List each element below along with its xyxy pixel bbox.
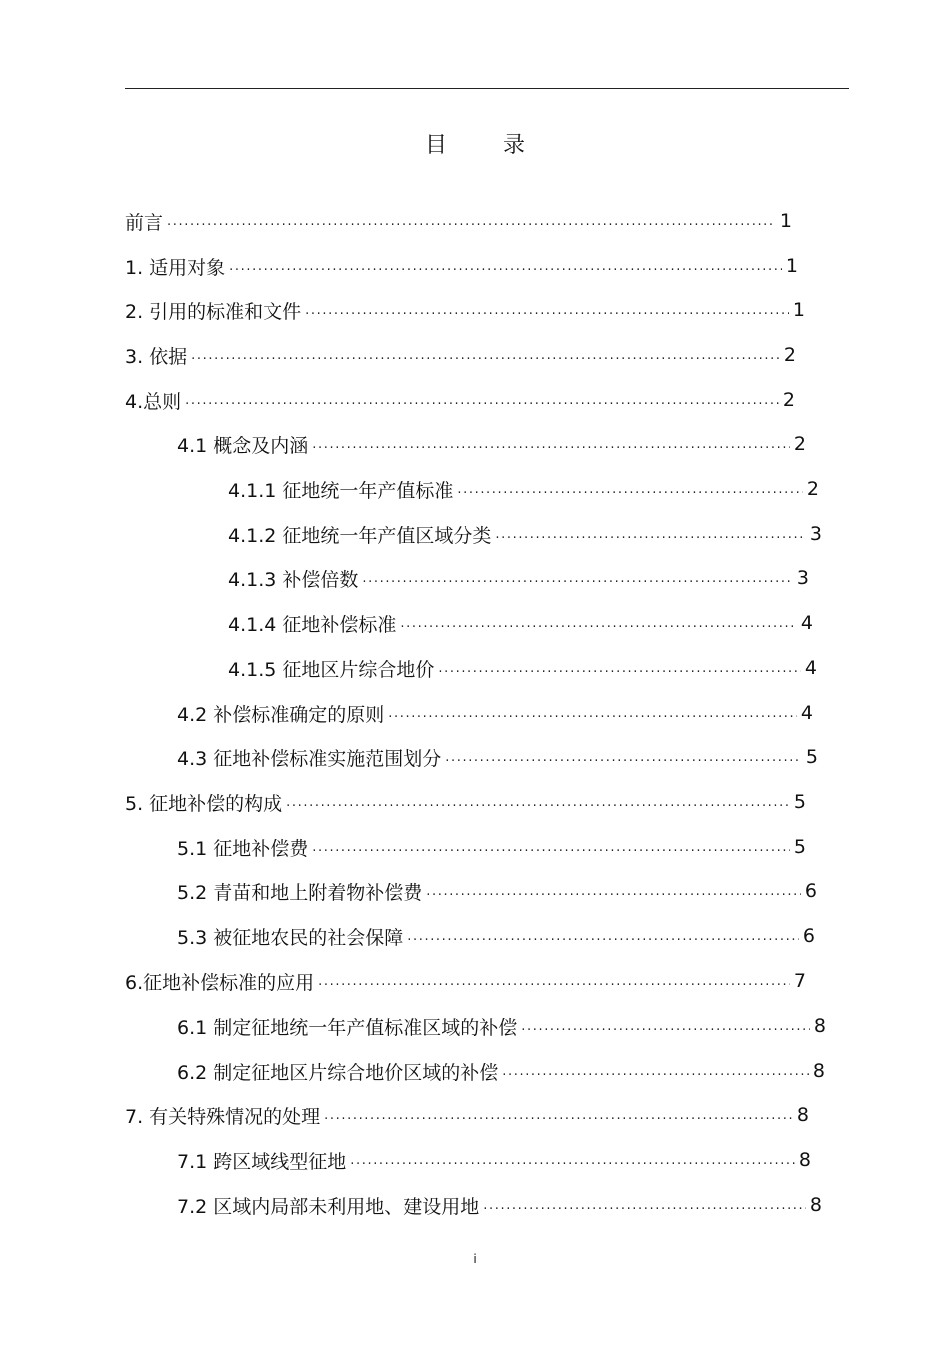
toc-entry-page: 5 — [805, 746, 818, 768]
toc-entry-label: 2. 引用的标准和文件 — [125, 300, 302, 323]
toc-leader-dots — [318, 974, 790, 994]
toc-leader-dots — [521, 1019, 810, 1039]
toc-entry[interactable] — [125, 1102, 809, 1128]
toc-entry-page: 7 — [793, 970, 806, 992]
toc-entry[interactable] — [177, 1013, 826, 1039]
toc-entry-page: 1 — [785, 255, 798, 277]
toc-leader-dots — [191, 348, 780, 368]
toc-entry[interactable] — [177, 700, 813, 726]
toc-leader-dots — [483, 1198, 806, 1218]
toc-entry-label: 4.1.1 征地统一年产值标准 — [228, 479, 454, 502]
toc-entry-label: 3. 依据 — [125, 345, 188, 368]
toc-leader-dots — [438, 661, 801, 681]
toc-entry-page: 4 — [804, 657, 817, 679]
toc-leader-dots — [286, 795, 790, 815]
page-number: i — [473, 1252, 477, 1266]
toc-leader-dots — [445, 750, 802, 770]
toc-leader-dots — [185, 393, 779, 413]
toc-entry[interactable] — [177, 1147, 811, 1173]
toc-entry[interactable] — [125, 253, 798, 279]
toc-entry[interactable] — [125, 387, 795, 413]
toc-entry[interactable] — [177, 878, 817, 904]
toc-leader-dots — [324, 1108, 793, 1128]
toc-entry[interactable] — [125, 208, 792, 234]
toc-entry[interactable] — [125, 968, 806, 994]
toc-title-char-1: 目 — [424, 133, 447, 158]
toc-title — [0, 128, 950, 159]
toc-leader-dots — [400, 616, 797, 636]
toc-entry-label: 6.1 制定征地统一年产值标准区域的补偿 — [177, 1016, 518, 1039]
toc-entry[interactable] — [177, 431, 806, 457]
toc-entry[interactable] — [228, 565, 809, 591]
toc-entry-label: 4.总则 — [125, 390, 182, 413]
toc-entry[interactable] — [177, 923, 815, 949]
toc-leader-dots — [362, 571, 793, 591]
toc-entry-page: 4 — [800, 612, 813, 634]
toc-entry-label: 4.1.5 征地区片综合地价 — [228, 658, 435, 681]
toc-entry-page: 8 — [798, 1149, 811, 1171]
toc-entry-label: 5.1 征地补偿费 — [177, 837, 309, 860]
toc-leader-dots — [167, 214, 776, 234]
toc-entry-label: 7.2 区域内局部未利用地、建设用地 — [177, 1195, 480, 1218]
toc-entry-page: 2 — [783, 344, 796, 366]
toc-leader-dots — [312, 437, 790, 457]
toc-entry-page: 1 — [779, 210, 792, 232]
toc-entry-page: 2 — [793, 433, 806, 455]
toc-leader-dots — [495, 527, 806, 547]
toc-entry-page: 5 — [793, 791, 806, 813]
toc-entry-page: 8 — [796, 1104, 809, 1126]
toc-entry-label: 1. 适用对象 — [125, 256, 226, 279]
toc-entry-label: 5. 征地补偿的构成 — [125, 792, 283, 815]
toc-entry-label: 6.2 制定征地区片综合地价区域的补偿 — [177, 1061, 499, 1084]
toc-entry[interactable] — [125, 342, 796, 368]
header-rule — [125, 88, 849, 89]
toc-entry[interactable] — [228, 476, 819, 502]
toc-entry[interactable] — [228, 610, 813, 636]
toc-leader-dots — [457, 482, 803, 502]
toc-entry-page: 2 — [806, 478, 819, 500]
toc-entry[interactable] — [228, 655, 817, 681]
toc-entry-label: 4.2 补偿标准确定的原则 — [177, 703, 385, 726]
toc-entry[interactable] — [177, 1192, 822, 1218]
toc-entry-label: 前言 — [125, 211, 164, 234]
toc-entry[interactable] — [177, 834, 806, 860]
toc-entry-page: 3 — [809, 523, 822, 545]
toc-entry-label: 7. 有关特殊情况的处理 — [125, 1105, 321, 1128]
toc-entry[interactable] — [177, 1058, 825, 1084]
toc-leader-dots — [407, 929, 799, 949]
toc-leader-dots — [350, 1153, 795, 1173]
toc-entry-label: 4.1.4 征地补偿标准 — [228, 613, 397, 636]
toc-entry-page: 8 — [812, 1060, 825, 1082]
toc-title-char-2: 录 — [503, 133, 526, 158]
toc-entry-label: 4.1 概念及内涵 — [177, 434, 309, 457]
toc-leader-dots — [229, 259, 782, 279]
toc-entry-label: 7.1 跨区域线型征地 — [177, 1150, 347, 1173]
toc-leader-dots — [502, 1064, 809, 1084]
toc-entry-label: 5.2 青苗和地上附着物补偿费 — [177, 881, 423, 904]
toc-leader-dots — [388, 706, 797, 726]
toc-leader-dots — [426, 884, 801, 904]
toc-entry-page: 3 — [796, 567, 809, 589]
toc-entry-page: 1 — [792, 299, 805, 321]
toc-entry-page: 2 — [782, 389, 795, 411]
toc-entry[interactable] — [228, 521, 822, 547]
toc-entry-page: 8 — [813, 1015, 826, 1037]
toc-entry-label: 4.1.2 征地统一年产值区域分类 — [228, 524, 492, 547]
toc-entry[interactable] — [125, 789, 806, 815]
toc-entry[interactable] — [125, 297, 805, 323]
toc-entry-label: 5.3 被征地农民的社会保障 — [177, 926, 404, 949]
toc-leader-dots — [312, 840, 790, 860]
toc-entry-page: 6 — [802, 925, 815, 947]
toc-entry-page: 5 — [793, 836, 806, 858]
toc-leader-dots — [305, 303, 789, 323]
toc-entry-label: 4.3 征地补偿标准实施范围划分 — [177, 747, 442, 770]
toc-entry-page: 8 — [809, 1194, 822, 1216]
toc-entry-label: 4.1.3 补偿倍数 — [228, 568, 359, 591]
toc-entry[interactable] — [177, 744, 818, 770]
toc-entry-page: 4 — [800, 702, 813, 724]
toc-entry-page: 6 — [804, 880, 817, 902]
toc-entry-label: 6.征地补偿标准的应用 — [125, 971, 315, 994]
